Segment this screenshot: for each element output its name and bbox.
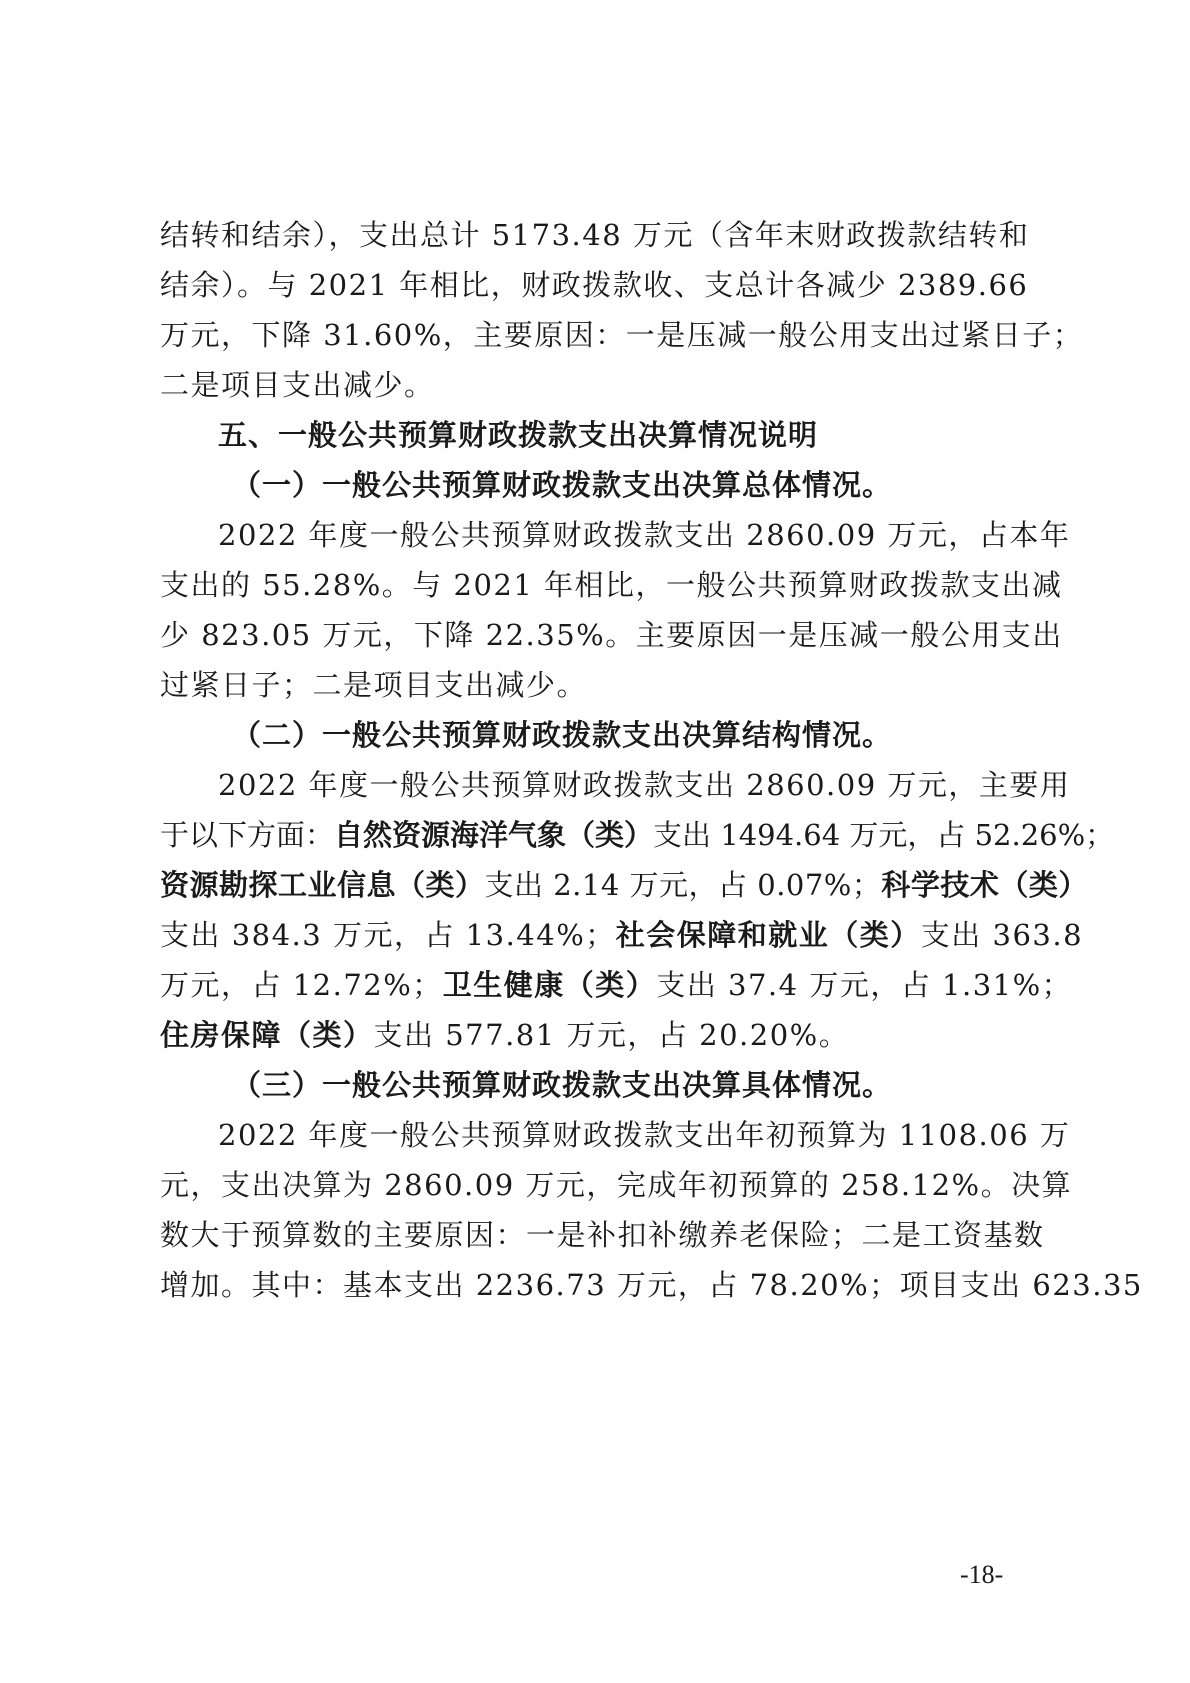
text-line: 过紧日子；二是项目支出减少。 (160, 668, 588, 702)
text-line: 支出的 55.28%。与 2021 年相比，一般公共预算财政拨款支出减 (160, 568, 1063, 602)
text-span: 支出 577.81 万元，占 20.20%。 (373, 1018, 850, 1052)
text-line (160, 1010, 1040, 1060)
text-line: 万元，下降 31.60%，主要原因：一是压减一般公用支出过紧日子； (160, 318, 1084, 352)
category-label: 住房保障（类） (160, 1018, 374, 1052)
text-line: 元，支出决算为 2860.09 万元，完成年初预算的 258.12%。决算 (160, 1168, 1073, 1202)
category-label: 资源勘探工业信息（类） (160, 868, 485, 902)
category-label: 社会保障和就业（类） (615, 918, 921, 952)
paragraph-carryover (160, 210, 1084, 410)
page-number: -18- (960, 1560, 1004, 1589)
text-line: 2022 年度一般公共预算财政拨款支出 2860.09 万元，占本年 (218, 518, 1071, 552)
paragraph-structure (160, 760, 1115, 1060)
category-label: 卫生健康（类） (442, 968, 657, 1002)
text-line: 二是项目支出减少。 (160, 368, 435, 402)
text-span: 支出 363.8 (920, 918, 1084, 952)
text-line: 2022 年度一般公共预算财政拨款支出年初预算为 1108.06 万 (218, 1118, 1071, 1152)
text-span: 万元，占 12.72%； (160, 968, 443, 1002)
category-label: 科学技术（类） (881, 868, 1088, 902)
text-line (160, 860, 1088, 910)
text-span: 于以下方面： (160, 818, 335, 852)
text-span: 支出 384.3 万元，占 13.44%； (160, 918, 616, 952)
subsection-heading: （二）一般公共预算财政拨款支出决算结构情况。 (232, 718, 893, 752)
subsection-heading: （一）一般公共预算财政拨款支出决算总体情况。 (232, 468, 893, 502)
paragraph-overall (160, 510, 1071, 710)
paragraph-detail (160, 1110, 1143, 1310)
text-line: 2022 年度一般公共预算财政拨款支出 2860.09 万元，主要用 (218, 768, 1071, 802)
text-line: 数大于预算数的主要原因：一是补扣补缴养老保险；二是工资基数 (160, 1218, 1045, 1252)
text-line (160, 960, 1073, 1010)
text-line: 增加。其中：基本支出 2236.73 万元，占 78.20%；项目支出 623.35 (160, 1268, 1143, 1302)
text-line (160, 910, 1084, 960)
document-page (160, 210, 1143, 1310)
text-line: 结转和结余），支出总计 5173.48 万元（含年末财政拨款结转和 (160, 218, 1030, 252)
text-span: 支出 37.4 万元，占 1.31%； (656, 968, 1073, 1002)
text-line: 少 823.05 万元，下降 22.35%。主要原因一是压减一般公用支出 (160, 618, 1063, 652)
section-heading: 五、一般公共预算财政拨款支出决算情况说明 (218, 418, 819, 452)
text-line (160, 810, 1115, 860)
text-span: 支出 1494.64 万元，占 52.26%； (653, 818, 1115, 852)
category-label: 自然资源海洋气象（类） (334, 818, 654, 852)
subsection-heading: （三）一般公共预算财政拨款支出决算具体情况。 (232, 1068, 893, 1102)
text-line: 结余）。与 2021 年相比，财政拨款收、支总计各减少 2389.66 (160, 268, 1029, 302)
text-span: 支出 2.14 万元，占 0.07%； (484, 868, 882, 902)
